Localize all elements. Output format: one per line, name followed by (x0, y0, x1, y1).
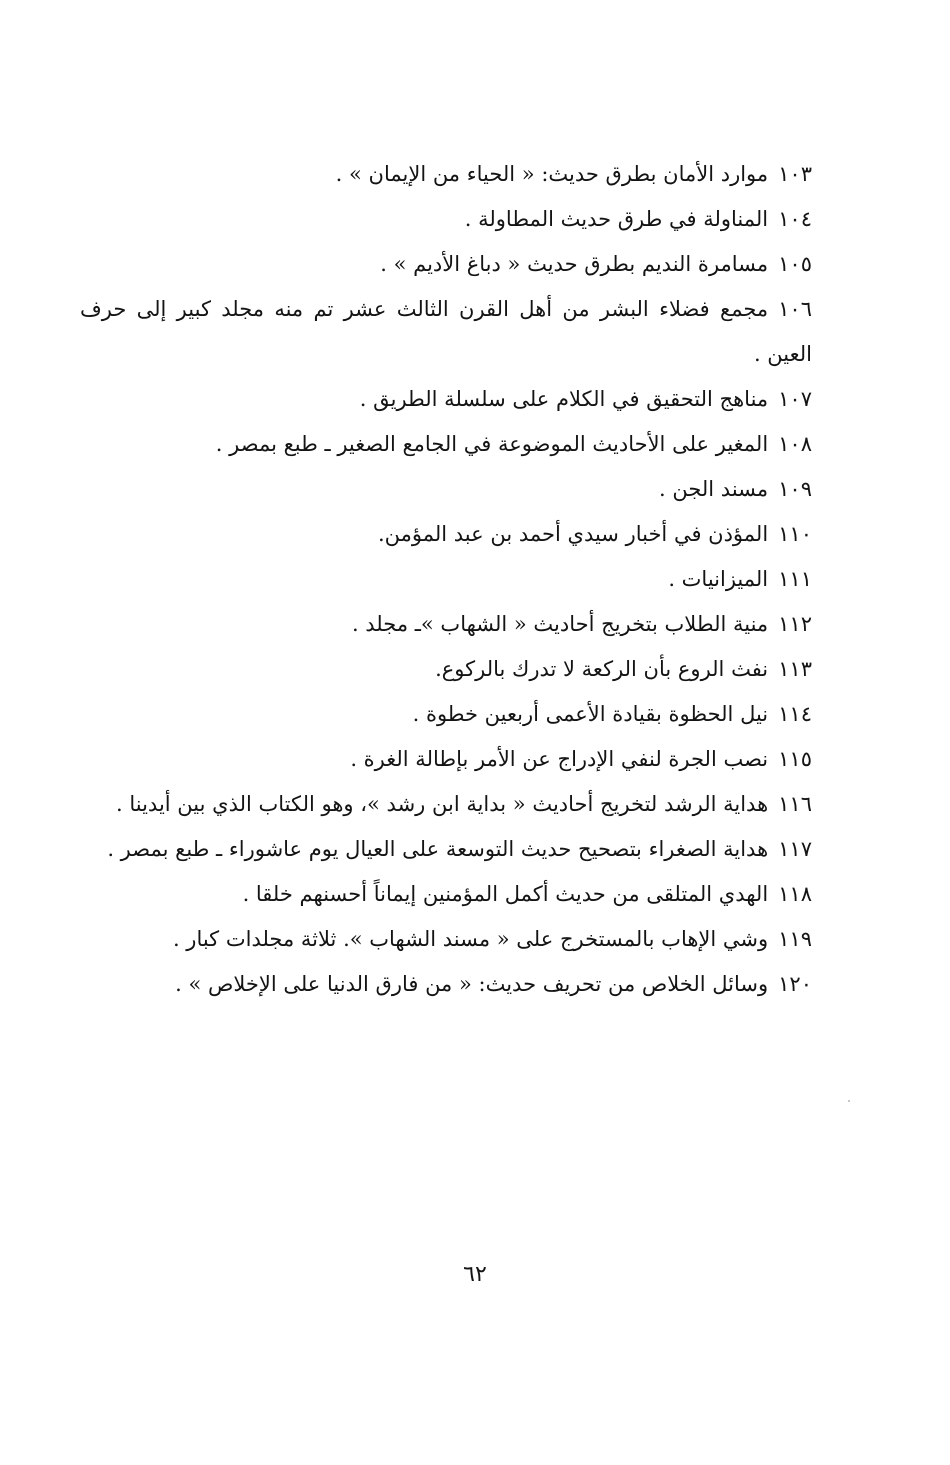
entry-text: نفث الروع بأن الركعة لا تدرك بالركوع. (435, 657, 769, 681)
entry-number: ١١٩ (778, 927, 812, 951)
list-item (80, 602, 812, 647)
entry-number: ١٠٥ (778, 252, 812, 276)
entry-number: ١١١ (778, 567, 812, 591)
list-item (80, 782, 812, 827)
list-item (80, 737, 812, 782)
entry-text: الهدي المتلقى من حديث أكمل المؤمنين إيماناً أحسنهم خلقا . (242, 882, 769, 906)
entry-text: نصب الجرة لنفي الإدراج عن الأمر بإطالة الغرة . (350, 747, 769, 771)
entry-number: ١٠٨ (778, 432, 812, 456)
entry-number: ١١٨ (778, 882, 812, 906)
entry-number: ١٠٧ (778, 387, 812, 411)
entry-text: المؤذن في أخبار سيدي أحمد بن عبد المؤمن. (377, 522, 769, 546)
entry-text: مسند الجن . (659, 477, 769, 501)
list-item (80, 467, 812, 512)
list-item (80, 962, 812, 1007)
page-number: ٦٢ (463, 1262, 487, 1287)
entry-text: مسامرة النديم بطرق حديث « دباغ الأديم » . (380, 252, 769, 276)
list-item (80, 512, 812, 557)
entry-number: ١١٤ (778, 702, 812, 726)
entry-number: ١٠٣ (778, 162, 812, 186)
list-item (80, 827, 812, 872)
list-item (80, 242, 812, 287)
entry-number: ١١٦ (778, 792, 812, 816)
entry-number: ١٠٦ (778, 297, 812, 321)
entry-number: ١٢٠ (778, 972, 812, 996)
entry-number: ١١٥ (778, 747, 812, 771)
entry-number: ١١٣ (778, 657, 812, 681)
list-item (80, 197, 812, 242)
entry-text: مجمع فضلاء البشر من أهل القرن الثالث عشر تم منه مجلد كبير إلى حرف العين . (80, 297, 812, 366)
list-item (80, 872, 812, 917)
list-item (80, 377, 812, 422)
scan-speck (848, 1100, 850, 1102)
bibliography-list (80, 152, 812, 1007)
entry-text: هداية الرشد لتخريج أحاديث « بداية ابن رشد »، وهو الكتاب الذي بين أيدينا . (115, 792, 769, 816)
list-item (80, 422, 812, 467)
entry-text: منية الطلاب بتخريج أحاديث « الشهاب »ـ مجلد . (351, 612, 769, 636)
entry-number: ١٠٩ (778, 477, 812, 501)
entry-text: نيل الحظوة بقيادة الأعمى أربعين خطوة . (412, 702, 769, 726)
list-item (80, 917, 812, 962)
entry-text: الميزانيات . (668, 567, 769, 591)
list-item (80, 287, 812, 377)
entry-text: وسائل الخلاص من تحريف حديث: « من فارق الدنيا على الإخلاص » . (175, 972, 769, 996)
entry-number: ١١٧ (778, 837, 812, 861)
entry-number: ١٠٤ (778, 207, 812, 231)
list-item (80, 152, 812, 197)
entry-text: المغير على الأحاديث الموضوعة في الجامع الصغير ـ طبع بمصر . (215, 432, 769, 456)
entry-text: موارد الأمان بطرق حديث: « الحياء من الإيمان » . (335, 162, 769, 186)
entry-text: المناولة في طرق حديث المطاولة . (464, 207, 769, 231)
list-item (80, 557, 812, 602)
entry-text: هداية الصغراء بتصحيح حديث التوسعة على العيال يوم عاشوراء ـ طبع بمصر . (107, 837, 769, 861)
entry-text: وشي الإهاب بالمستخرج على « مسند الشهاب ». ثلاثة مجلدات كبار . (172, 927, 769, 951)
list-item (80, 692, 812, 737)
entry-number: ١١٠ (778, 522, 812, 546)
list-item (80, 647, 812, 692)
entry-number: ١١٢ (778, 612, 812, 636)
entry-text: مناهج التحقيق في الكلام على سلسلة الطريق . (359, 387, 769, 411)
